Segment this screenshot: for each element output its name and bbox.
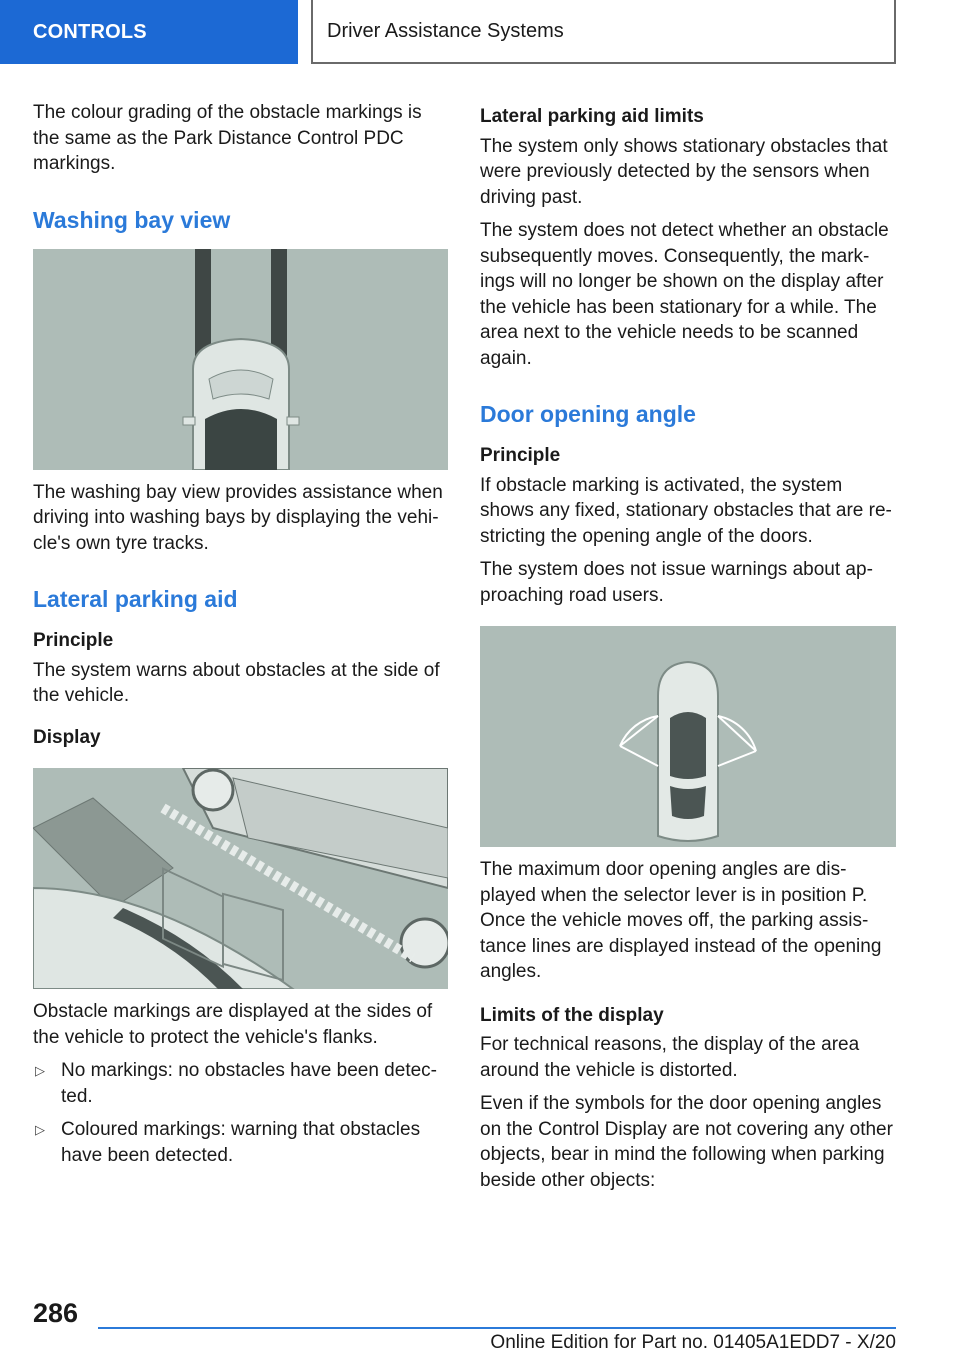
washing-bay-description: The washing bay view provides assistance when driving into washing bays by displaying the vehicle's own tyre tracks. bbox=[33, 481, 443, 554]
heading-principle: Principle bbox=[480, 445, 561, 466]
right-column bbox=[480, 104, 896, 1201]
markings-list bbox=[33, 1058, 448, 1168]
door-angle-graphic bbox=[480, 626, 896, 847]
display-limits-paragraph-1: For technical reasons, the display of the area around the vehicle is distorted. bbox=[480, 1034, 860, 1081]
triangle-bullet-icon: ▷ bbox=[35, 1122, 45, 1137]
heading-washing-bay-view: Washing bay view bbox=[33, 206, 231, 233]
heading-principle: Principle bbox=[33, 630, 114, 651]
heading-lateral-parking-aid: Lateral parking aid bbox=[33, 586, 238, 612]
heading-limits-of-the-display: Limits of the display bbox=[480, 1004, 664, 1026]
triangle-bullet-icon: ▷ bbox=[35, 1063, 45, 1078]
section-tab: CONTROLS bbox=[0, 0, 298, 64]
list-item-text: Coloured markings: warning that obstacles have been detected. bbox=[61, 1119, 421, 1166]
heading-door-opening-angle: Door opening angle bbox=[480, 401, 696, 427]
display-paragraph: Obstacle markings are displayed at the sides of the vehicle to protect the vehicle's flanks. bbox=[33, 1001, 433, 1048]
heading-lateral-parking-aid-limits: Lateral parking aid limits bbox=[480, 106, 704, 127]
display-limits-paragraph-2: Even if the symbols for the door opening angles on the Control Display are not covering any other objects, bear in mind the following when parking beside other objects: bbox=[480, 1093, 893, 1191]
intro-paragraph: The colour grading of the obstacle markings is the same as the Park Distance Control PDC markings. bbox=[33, 102, 422, 174]
list-item-text: No markings: no obstacles have been detected. bbox=[61, 1060, 437, 1107]
list-item bbox=[33, 1058, 448, 1109]
door-opening-illustration bbox=[480, 626, 896, 847]
limits-paragraph-1: The system only shows stationary obstacles that were previously detected by the sensors when driving past. bbox=[480, 135, 888, 208]
side-obstacle-graphic bbox=[33, 768, 448, 989]
list-item bbox=[33, 1117, 448, 1168]
footer-divider bbox=[98, 1327, 896, 1329]
chapter-title: Driver Assistance Systems bbox=[311, 0, 896, 64]
principle-paragraph-2: The system does not issue warnings about approaching road users. bbox=[480, 559, 873, 606]
principle-paragraph: The system warns about obstacles at the side of the vehicle. bbox=[33, 659, 440, 706]
door-angle-paragraph: The maximum door opening angles are displayed when the selector lever is in position P. Once the vehicle moves off, the parking assistance lines are displayed instead of the opening angles. bbox=[480, 859, 882, 982]
left-column bbox=[33, 100, 448, 1176]
edition-text: Online Edition for Part no. 01405A1EDD7 - X/20 bbox=[490, 1332, 896, 1353]
heading-display: Display bbox=[33, 726, 101, 748]
principle-paragraph-1: If obstacle marking is activated, the system shows any fixed, stationary obstacles that are restricting the opening angle of the doors. bbox=[480, 474, 892, 547]
washing-bay-illustration bbox=[33, 249, 448, 470]
car-top-view-graphic bbox=[33, 249, 448, 470]
limits-paragraph-2: The system does not detect whether an obstacle subsequently moves. Consequently, the markings will no longer be shown on the display after the vehicle has been stationary for a while. The area next to the vehicle needs to be scanned again. bbox=[480, 220, 889, 369]
page-number: 286 bbox=[33, 1298, 79, 1328]
lateral-parking-illustration bbox=[33, 768, 448, 989]
